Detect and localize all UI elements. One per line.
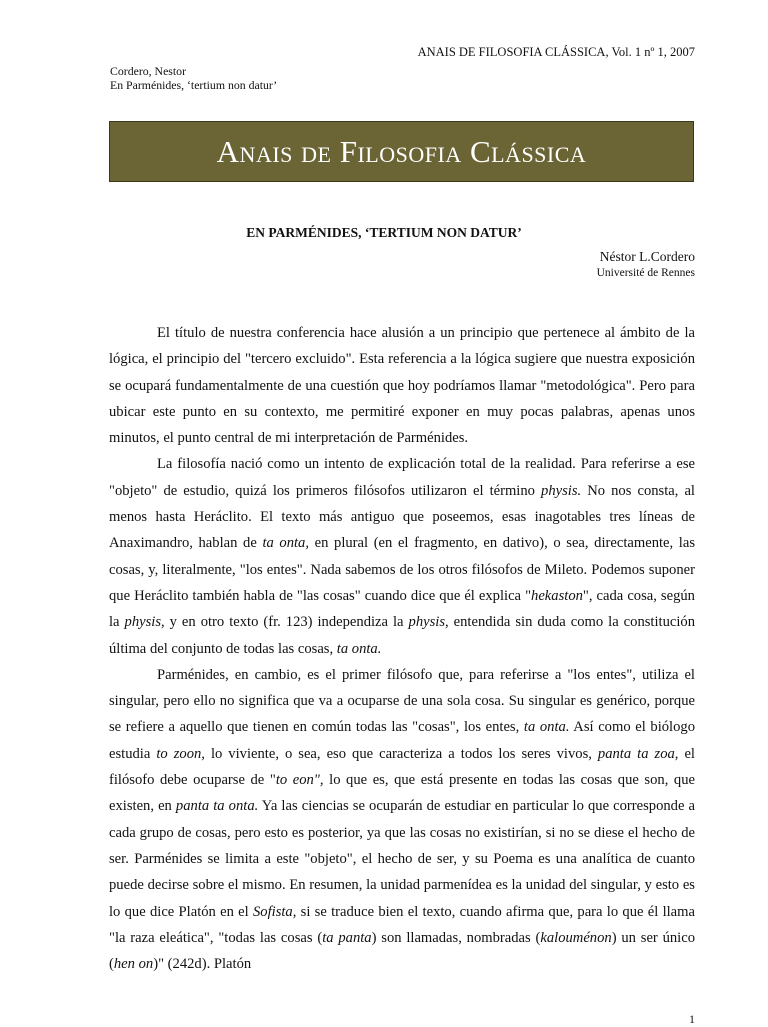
running-head: ANAIS DE FILOSOFIA CLÁSSICA, Vol. 1 nº 1, 2007 — [417, 45, 695, 59]
page-number: 1 — [689, 1012, 695, 1026]
text-run: No nos consta, al menos hasta Heráclito. El texto más antiguo que poseemos, esas inagotables tres líneas de Anaximandro, hablan de — [109, 482, 695, 552]
text-run: si se traduce bien el texto, cuando afirma que, para lo que él llama "la raza eleática", "todas las cosas ( — [109, 903, 695, 946]
text-run: lo viviente, o sea, eso que caracteriza a todos los seres vivos, — [204, 745, 598, 762]
italic-term: panta ta onta. — [175, 798, 259, 815]
text-run: , el filósofo debe ocuparse de " — [109, 745, 695, 789]
italic-term: physis. — [541, 482, 582, 499]
text-run: , y en otro texto (fr. 123) independiza la — [161, 614, 409, 631]
italic-term: hekaston — [531, 587, 583, 604]
text-run: Parménides, en cambio, es el primer filósofo que, para referirse a "los entes", utiliza el singular, pero ello no significa que va a ocuparse de una sola cosa. Su singular es genérico, porque se refiere a aquello que tienen en común todas las "cosas", los entes, — [109, 666, 695, 736]
text-run: ) son llamadas, nombradas ( — [371, 929, 541, 946]
article-body — [109, 320, 695, 977]
citation-author: Cordero, Nestor — [110, 64, 187, 78]
italic-term: ta onta, — [262, 535, 310, 552]
italic-term: ta onta. — [523, 719, 570, 736]
text-run: )" (242d). Platón — [153, 956, 252, 973]
paragraph-3 — [109, 662, 695, 978]
journal-banner — [109, 121, 694, 182]
journal-banner-text: Anais de Filosofia Clássica — [216, 133, 587, 169]
paragraph-1 — [109, 320, 695, 451]
text-run: Así como el biólogo estudia — [109, 719, 695, 762]
text-run: lo que es, que está presente en todas las cosas que son, que existen, en — [109, 772, 695, 815]
text-run: Ya las ciencias se ocuparán de estudiar en particular lo que corresponde a cada grupo de cosas, pero esto es posterior, ya que las cosas no existirían, si no se diese el hecho de ser. Parménides se limita a este "objeto", el hecho de ser, y su Poema es una analítica de cuanto puede decirse sobre el mismo. En resumen, la unidad parmenídea es la unidad del singular, y esto es lo que dice Platón en el — [109, 798, 696, 920]
italic-term: physis — [124, 614, 162, 631]
italic-term: physis — [408, 614, 446, 631]
byline — [597, 249, 695, 281]
text-run: ) un ser único ( — [109, 929, 695, 973]
paragraph-2 — [109, 451, 695, 661]
italic-term: to eon", — [275, 772, 324, 789]
italic-term: ta panta — [322, 929, 372, 946]
italic-term: to zoon, — [156, 745, 205, 762]
italic-term: kalouménon — [540, 929, 612, 946]
author-affiliation: Université de Rennes — [596, 267, 695, 279]
italic-term: Sofista, — [253, 903, 297, 920]
italic-term: panta ta zoa — [597, 745, 675, 762]
italic-term: ta onta. — [336, 640, 382, 657]
citation-block — [110, 64, 277, 92]
article-title: EN PARMÉNIDES, ‘TERTIUM NON DATUR’ — [246, 225, 522, 240]
text-run: , entendida sin duda como la constitución última del conjunto de todas las cosas, — [109, 614, 696, 657]
text-run: ", cada cosa, según la — [109, 587, 695, 631]
author-name: Néstor L.Cordero — [599, 249, 695, 264]
text-run: La filosofía nació como un intento de explicación total de la realidad. Para referirse a ese "objeto" de estudio, quizá los primeros filósofos utilizaron el término — [109, 456, 695, 499]
citation-title: En Parménides, ‘tertium non datur’ — [110, 78, 278, 92]
italic-term: hen on — [113, 956, 154, 973]
text-run: El título de nuestra conferencia hace alusión a un principio que pertenece al ámbito de la lógica, el principio del "tercero excluido". Esta referencia a la lógica sugiere que nuestra exposición se ocupará fundamentalmente de una cuestión que hoy podríamos llamar "metodológica". Pero para ubicar este punto en su contexto, me permitiré exponer en muy pocas palabras, apenas unos minutos, el punto central de mi interpretación de Parménides. — [109, 325, 695, 447]
text-run: en plural (en el fragmento, en dativo), o sea, directamente, las cosas, y, literalmente, "los entes". Nada sabemos de los otros filósofos de Mileto. Podemos suponer que Heráclito también habla de "las cosas" cuando dice que él explica " — [109, 535, 696, 604]
